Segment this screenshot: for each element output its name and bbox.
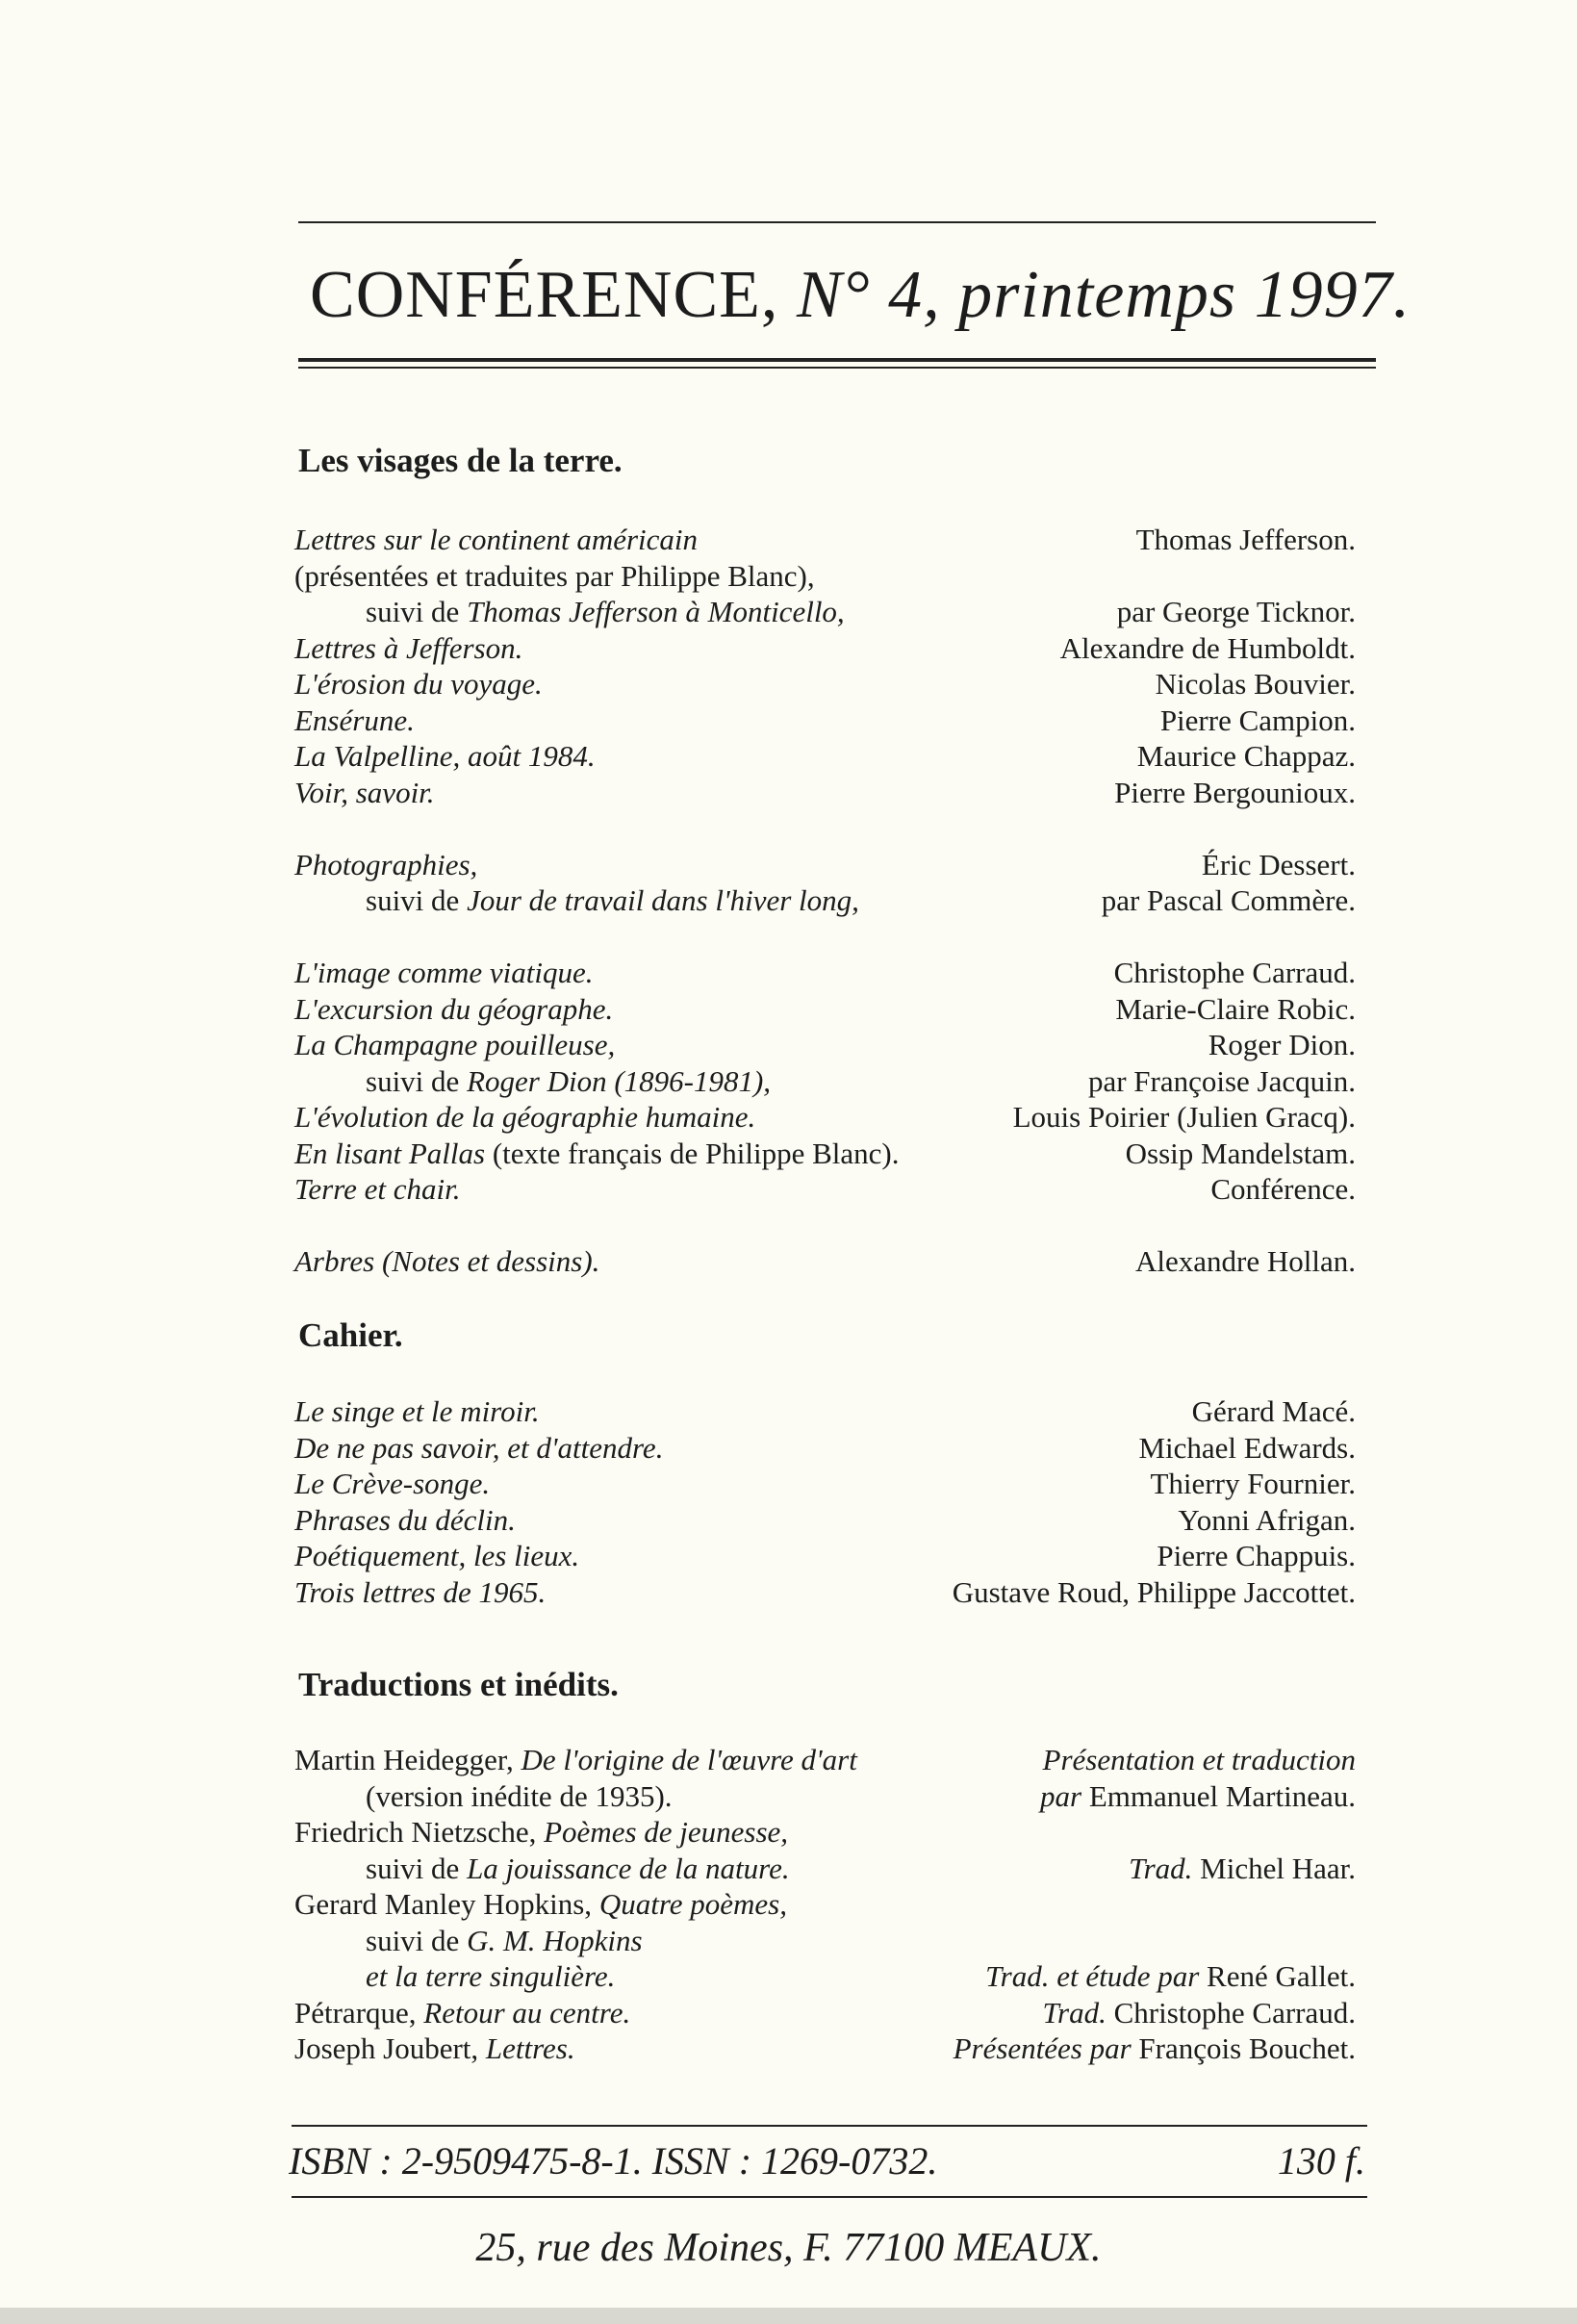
author-name: Alexandre Hollan. [1135,1244,1356,1278]
isbn-issn: ISBN : 2-9509475-8-1. ISSN : 1269-0732. [289,2139,938,2183]
table-row [0,1995,1577,2031]
entry-author [1115,991,1356,1028]
table-row [0,1851,1577,1887]
entry-title-italic: Terre et chair. [294,1172,461,1206]
table-row [0,1063,1577,1100]
table-row [0,1814,1577,1851]
table-row [0,1742,1577,1778]
entry-text: (texte français de Philippe Blanc). [485,1136,900,1170]
author-name: par Françoise Jacquin. [1087,1063,1356,1098]
footer-rule [292,2196,1367,2198]
author-name: Yonni Afrigan. [1178,1502,1356,1537]
masthead-rule-thin [298,367,1376,369]
entry-title-italic: Jour de travail dans l'hiver long, [467,883,859,917]
entry-title [366,594,845,630]
author-name: Michael Edwards. [1138,1430,1356,1465]
entry-author [1160,702,1356,739]
entry-title [294,1393,540,1430]
scan-edge [0,2308,1577,2324]
entry-title [294,702,415,739]
entry-author [1043,1995,1357,2031]
entry-author [1178,1502,1356,1539]
entry-title-italic: Thomas Jefferson à Monticello, [467,595,845,628]
entry-author [1129,1851,1356,1887]
entry-title-italic: De ne pas savoir, et d'attendre. [294,1430,664,1465]
table-row [0,594,1577,630]
masthead-rule-thick [298,358,1376,362]
author-name: Gérard Macé. [1191,1394,1356,1428]
author-name: Marie-Claire Robic. [1115,991,1356,1026]
entry-text: suivi de [366,595,468,628]
entry-title [294,1886,787,1923]
entry-text: Friedrich Nietzsche, [294,1815,545,1849]
entry-title-italic: Lettres à Jefferson. [294,630,523,665]
entry-author [1208,1027,1356,1063]
table-row [0,2030,1577,2067]
author-name: Ossip Mandelstam. [1125,1136,1356,1170]
entry-text: Pétrarque, [294,1995,424,2030]
masthead [310,252,1412,339]
author-name: Christophe Carraud. [1113,1995,1356,2030]
author-name: Pierre Campion. [1159,702,1356,737]
section-title: Traductions et inédits. [298,1666,619,1703]
entry-title [366,1851,790,1887]
entry-title [294,1430,663,1467]
author-name: Louis Poirier (Julien Gracq). [1012,1100,1356,1134]
contents-list [0,522,1577,1280]
table-row [0,702,1577,739]
entry-author [1114,775,1356,811]
publisher-address: 25, rue des Moines, F. 77100 MEAUX. [475,2226,1102,2270]
author-name: par George Ticknor. [1116,595,1356,628]
entry-author [1013,1099,1356,1136]
table-row [0,558,1577,595]
table-row [0,1099,1577,1136]
entry-title [294,522,698,558]
issue-label: N° 4, printemps 1997. [796,258,1412,332]
footer-rule [292,2125,1367,2127]
entry-title [294,630,522,667]
entry-author [985,1958,1356,1995]
entry-author [1114,955,1356,991]
entry-title [294,1814,788,1851]
entry-title-italic: L'évolution de la géographie humaine. [294,1100,756,1134]
entry-title [294,1466,490,1502]
price: 130 f. [1277,2139,1365,2183]
credit-italic: Trad. [1042,1995,1114,2030]
author-name: Conférence. [1210,1172,1356,1206]
table-row [0,775,1577,811]
entry-text: (présentées et traduites par Philippe Blanc), [294,558,815,593]
section-title: Cahier. [298,1316,403,1354]
entry-title [366,882,859,919]
table-row [0,1923,1577,1959]
entry-text: suivi de [366,1851,468,1885]
author-name: François Bouchet. [1138,2031,1356,2065]
entry-author [953,1574,1356,1611]
table-row [0,955,1577,991]
author-name: par Pascal Commère. [1101,883,1356,917]
entry-title-italic: Voir, savoir. [294,775,435,809]
entry-title [294,1171,461,1208]
entry-title [294,2030,575,2067]
entry-author [1137,738,1356,775]
entry-text: suivi de [366,1063,468,1098]
entry-author [1040,1778,1356,1815]
table-row [0,1208,1577,1244]
entry-title-italic: Le Crève-songe. [294,1467,491,1500]
entry-title-italic: et la terre singulière. [366,1959,616,1993]
entry-title-italic: Roger Dion (1896-1981), [467,1063,772,1098]
entry-title [294,775,435,811]
table-row [0,1243,1577,1280]
entry-title-italic: La Champagne pouilleuse, [294,1028,616,1061]
entry-title-italic: Phrases du déclin. [294,1502,516,1537]
entry-title [294,1538,579,1574]
entry-title-italic: L'érosion du voyage. [294,667,543,701]
entry-title-italic: Poèmes de jeunesse, [544,1815,789,1849]
table-row [0,1466,1577,1502]
author-name: Christophe Carraud. [1113,956,1356,989]
contents-list [0,1393,1577,1610]
table-row [0,847,1577,883]
table-row [0,1393,1577,1430]
entry-title [294,1502,516,1539]
entry-author [1138,1430,1356,1467]
entry-text: suivi de [366,883,468,917]
table-row [0,1538,1577,1574]
author-name: Éric Dessert. [1201,847,1356,881]
entry-title-italic: Ensérune. [294,702,415,737]
entry-title [294,1995,630,2031]
table-row [0,1136,1577,1172]
entry-title [294,955,594,991]
section-title: Les visages de la terre. [298,442,623,479]
table-row [0,630,1577,667]
entry-title [294,666,543,702]
table-row [0,919,1577,956]
isbn-line [289,2134,1371,2188]
entry-title-italic: Lettres. [485,2031,575,2065]
credit-italic: par [1039,1778,1089,1813]
entry-text: suivi de [366,1923,468,1957]
author-name: Thomas Jefferson. [1135,523,1356,556]
author-name: René Gallet. [1207,1959,1356,1993]
journal-name: CONFÉRENCE, [310,258,797,332]
entry-author [1202,847,1356,883]
entry-author [1088,1063,1356,1100]
table-row [0,1958,1577,1995]
author-name: Gustave Roud, Philippe Jaccottet. [952,1574,1356,1609]
entry-author [1157,1538,1356,1574]
entry-title-italic: L'excursion du géographe. [294,991,614,1026]
entry-title [294,1574,546,1611]
entry-title-italic: Retour au centre. [423,1995,631,2030]
entry-title [294,991,613,1028]
credit-italic: Présentées par [953,2031,1139,2065]
table-row [0,738,1577,775]
entry-title-italic: L'image comme viatique. [294,956,594,989]
entry-title-italic: Trois lettres de 1965. [294,1574,547,1609]
entry-author [1156,666,1356,702]
entry-text: Martin Heidegger, [294,1743,521,1776]
entry-title [294,847,477,883]
entry-text: (version inédite de 1935). [366,1778,673,1813]
table-row [0,1574,1577,1611]
entry-title [294,1027,615,1063]
entry-author [1210,1171,1356,1208]
entry-title-italic: Poétiquement, les lieux. [294,1539,580,1572]
entry-title [294,738,596,775]
entry-author [1043,1742,1356,1778]
table-row [0,882,1577,919]
entry-title [294,1136,899,1172]
top-rule [298,221,1376,223]
credit-italic: Trad. et étude par [985,1959,1208,1993]
entry-title-italic: Lettres sur le continent américain [294,523,699,556]
entry-author [1126,1136,1356,1172]
entry-author [1135,1243,1356,1280]
entry-author [1136,522,1356,558]
author-name: Pierre Bergounioux. [1114,775,1356,809]
entry-title [366,1923,643,1959]
author-name: Pierre Chappuis. [1157,1539,1356,1572]
entry-title-italic: De l'origine de l'œuvre d'art [521,1743,857,1776]
credit-italic: Présentation et traduction [1042,1743,1356,1776]
table-row [0,1886,1577,1923]
entry-title [294,1243,599,1280]
author-name: Michel Haar. [1200,1851,1356,1885]
entry-title-italic: Photographies, [294,847,478,881]
author-name: Alexandre de Humboldt. [1059,630,1356,665]
entry-title [366,1063,771,1100]
credit-italic: Trad. [1129,1851,1201,1885]
entry-title [366,1958,615,1995]
entry-title-italic: Arbres (Notes et dessins). [294,1244,600,1278]
entry-title-italic: Quatre poèmes, [598,1887,787,1921]
table-row [0,522,1577,558]
entry-author [1060,630,1356,667]
entry-text: Gerard Manley Hopkins, [294,1887,599,1921]
table-row [0,1027,1577,1063]
table-row [0,991,1577,1028]
table-row [0,810,1577,847]
table-row [0,1778,1577,1815]
entry-author [1102,882,1356,919]
author-name: Nicolas Bouvier. [1155,667,1356,701]
author-name: Roger Dion. [1208,1028,1356,1061]
entry-author [1192,1393,1356,1430]
entry-title [294,1742,857,1778]
author-name: Thierry Fournier. [1150,1467,1356,1500]
entry-title-italic: En lisant Pallas [294,1136,486,1170]
contents-list [0,1742,1577,2067]
table-row [0,1171,1577,1208]
table-row [0,666,1577,702]
table-row [0,1430,1577,1467]
author-name: Maurice Chappaz. [1136,739,1356,773]
entry-title-italic: Le singe et le miroir. [294,1394,540,1428]
entry-title [366,1778,673,1815]
entry-title-italic: La jouissance de la nature. [467,1851,790,1885]
entry-title-italic: G. M. Hopkins [467,1923,643,1957]
author-name: Emmanuel Martineau. [1088,1778,1356,1813]
entry-author [954,2030,1356,2067]
entry-title [294,558,815,595]
entry-title [294,1099,755,1136]
entry-author [1117,594,1356,630]
entry-title-italic: La Valpelline, août 1984. [294,739,596,773]
table-row [0,1502,1577,1539]
entry-text: Joseph Joubert, [294,2031,486,2065]
entry-author [1150,1466,1356,1502]
